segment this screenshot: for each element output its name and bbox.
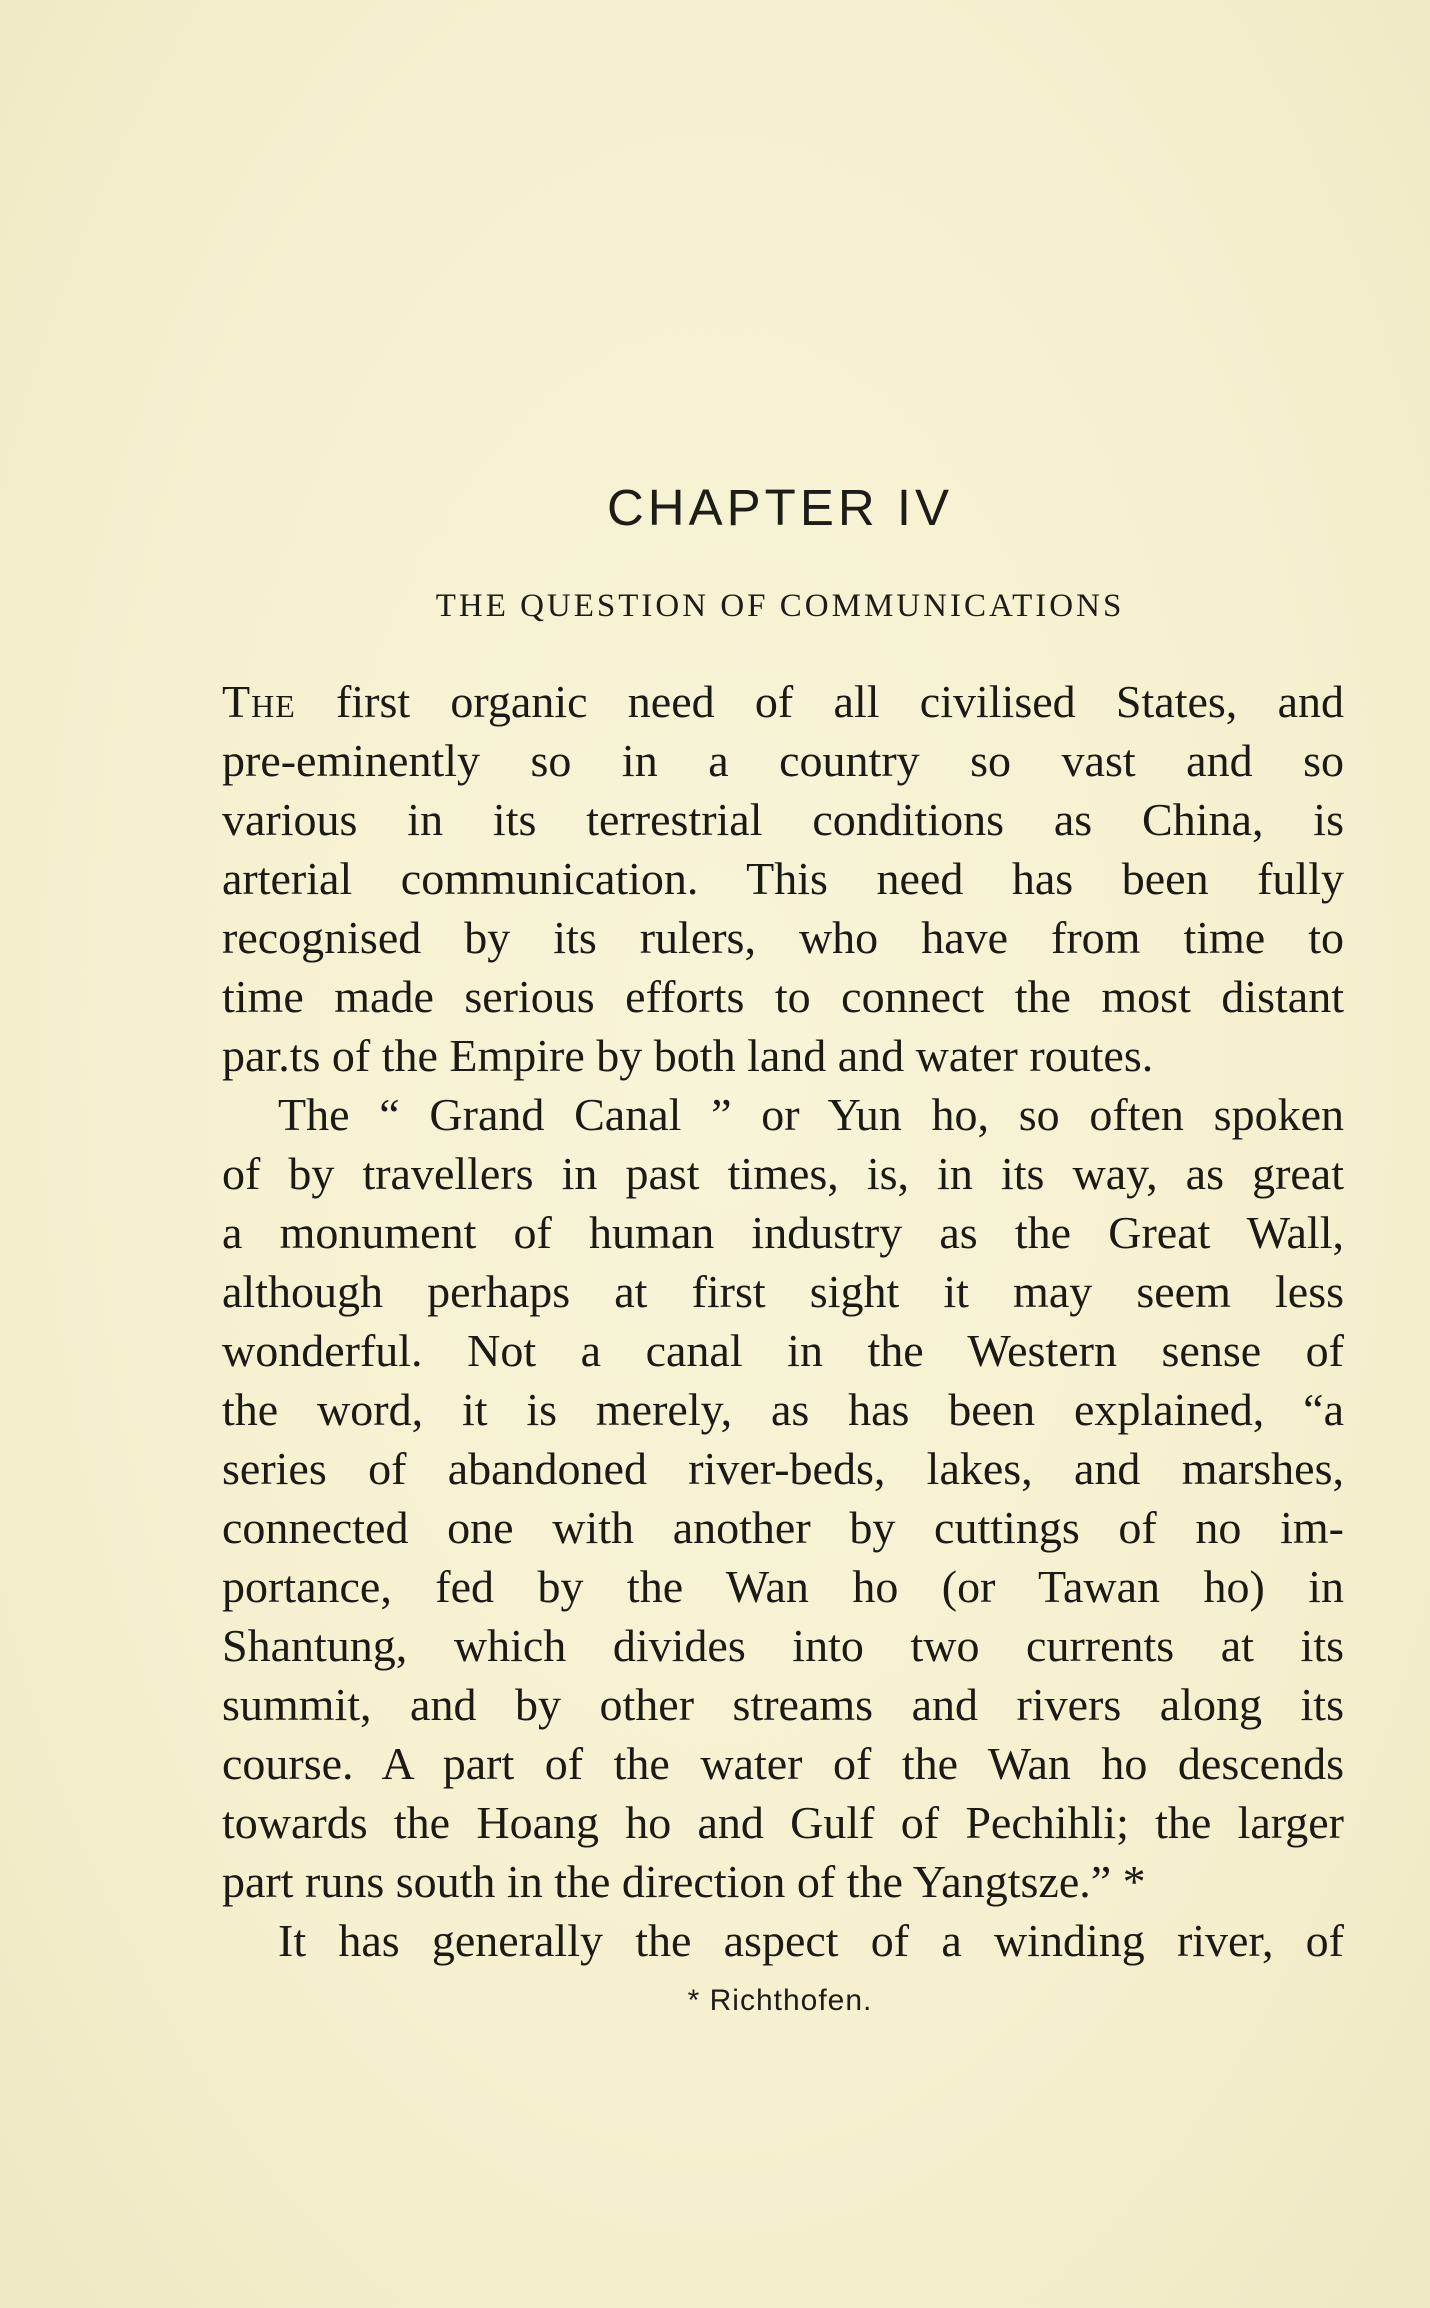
text-line-1 <box>222 672 1344 731</box>
text-line-20: towards the Hoang ho and Gulf of Pechihli; the larger <box>222 1797 1344 1848</box>
text-line-8: The “ Grand Canal ” or Yun ho, so often spoken <box>278 1089 1344 1140</box>
text-line-10: a monument of human industry as the Great Wall, <box>222 1207 1344 1258</box>
text-line-13: the word, it is merely, as has been explained, “a <box>222 1384 1344 1435</box>
footnote: * Richthofen. <box>687 1984 873 2017</box>
text-line-21: part runs south in the direction of the Yangtsze.” * <box>222 1856 1146 1907</box>
text-line-3: various in its terrestrial conditions as China, is <box>222 794 1344 845</box>
text-line-4: arterial communication. This need has been fully <box>222 853 1344 904</box>
text-line-14: series of abandoned river-beds, lakes, and marshes, <box>222 1443 1344 1494</box>
chapter-subtitle: THE QUESTION OF COMMUNICATIONS <box>435 588 1125 624</box>
text-line-7: par.ts of the Empire by both land and water routes. <box>222 1030 1154 1081</box>
drop-word: The <box>222 676 296 727</box>
text-line-22: It has generally the aspect of a winding river, of <box>278 1915 1344 1966</box>
text-line-5: recognised by its rulers, who have from time to <box>222 912 1344 963</box>
text-line-9: of by travellers in past times, is, in its way, as great <box>222 1148 1344 1199</box>
text-line-19: course. A part of the water of the Wan ho descends <box>222 1738 1344 1789</box>
text-line-6: time made serious efforts to connect the most distant <box>222 971 1344 1022</box>
text-line-15: connected one with another by cuttings of no im- <box>222 1502 1344 1553</box>
text-line-1-rest: first organic need of all civilised States, and <box>295 676 1344 727</box>
chapter-title: CHAPTER IV <box>606 479 954 536</box>
text-line-12: wonderful. Not a canal in the Western sense of <box>222 1325 1344 1376</box>
text-line-18: summit, and by other streams and rivers along its <box>222 1679 1344 1730</box>
text-line-2: pre-eminently so in a country so vast and so <box>222 735 1344 786</box>
text-line-16: portance, fed by the Wan ho (or Tawan ho) in <box>222 1561 1344 1612</box>
text-line-11: although perhaps at first sight it may seem less <box>222 1266 1344 1317</box>
text-line-17: Shantung, which divides into two currents at its <box>222 1620 1344 1671</box>
body-text <box>222 672 1344 1970</box>
